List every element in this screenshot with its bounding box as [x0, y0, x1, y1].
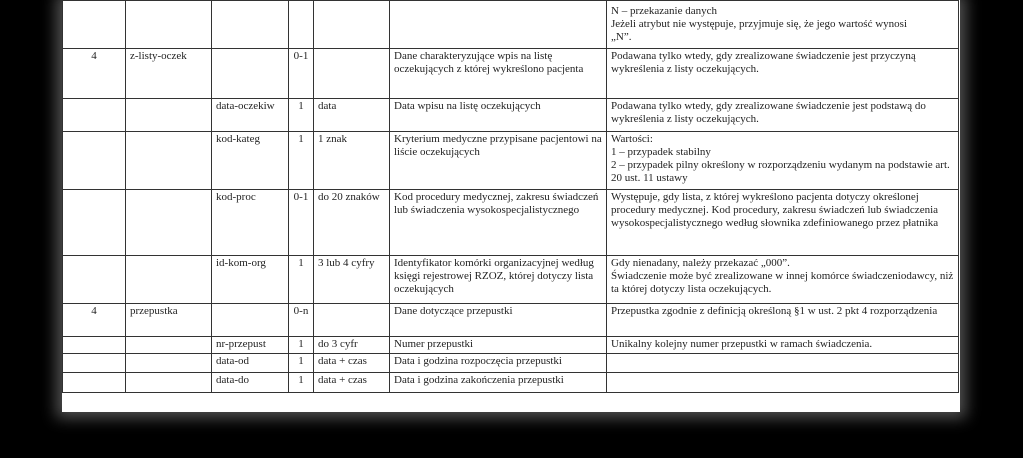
- table-row: [63, 1, 959, 49]
- cardinality-cell: 0-1: [289, 49, 314, 99]
- type-cell: do 3 cyfr: [314, 337, 390, 354]
- description-cell: Data i godzina rozpoczęcia przepustki: [390, 354, 607, 373]
- attribute-cell: z-listy-oczek: [126, 49, 212, 99]
- type-cell: do 20 znaków: [314, 190, 390, 256]
- table-row: [63, 132, 959, 190]
- attribute-cell: [126, 373, 212, 393]
- description-cell: Kod procedury medycznej, zakresu świadczeń lub świadczenia wysokospecjalistycznego: [390, 190, 607, 256]
- cardinality-cell: 1: [289, 99, 314, 132]
- cardinality-cell: 1: [289, 337, 314, 354]
- note-cell: Występuje, gdy lista, z której wykreślono pacjenta dotyczy określonej procedury medycznej. Kod procedury, zakresu świadczeń lub świadczenia wysokospecjalistycznego według słownika zdefiniowanego przez płatnika: [607, 190, 959, 256]
- note-cell: Podawana tylko wtedy, gdy zrealizowane świadczenie jest przyczyną wykreślenia z listy oczekujących.: [607, 49, 959, 99]
- description-cell: Dane dotyczące przepustki: [390, 304, 607, 337]
- level-cell: [63, 190, 126, 256]
- attribute-cell: przepustka: [126, 304, 212, 337]
- level-cell: [63, 337, 126, 354]
- description-cell: Data wpisu na listę oczekujących: [390, 99, 607, 132]
- type-cell: [314, 304, 390, 337]
- table-row: [63, 256, 959, 304]
- level-cell: [63, 354, 126, 373]
- note-cell: Wartości: 1 – przypadek stabilny 2 – przypadek pilny określony w rozporządzeniu wydanym na podstawie art. 20 ust. 11 ustawy: [607, 132, 959, 190]
- note-cell: Podawana tylko wtedy, gdy zrealizowane świadczenie jest podstawą do wykreślenia z listy oczekujących.: [607, 99, 959, 132]
- description-cell: Identyfikator komórki organizacyjnej według księgi rejestrowej RZOZ, której dotyczy lista oczekujących: [390, 256, 607, 304]
- attribute-cell: [126, 132, 212, 190]
- type-cell: 1 znak: [314, 132, 390, 190]
- table-row: [63, 337, 959, 354]
- level-cell: [63, 99, 126, 132]
- document-page: [62, 0, 960, 412]
- table-row: [63, 354, 959, 373]
- subattribute-cell: data-oczekiw: [212, 99, 289, 132]
- type-cell: data + czas: [314, 373, 390, 393]
- cardinality-cell: 1: [289, 354, 314, 373]
- subattribute-cell: [212, 304, 289, 337]
- level-cell: [63, 256, 126, 304]
- subattribute-cell: data-od: [212, 354, 289, 373]
- note-cell: [607, 373, 959, 393]
- subattribute-cell: kod-kateg: [212, 132, 289, 190]
- cardinality-cell: 1: [289, 373, 314, 393]
- note-cell: Przepustka zgodnie z definicją określoną §1 w ust. 2 pkt 4 rozporządzenia: [607, 304, 959, 337]
- note-cell: Gdy nienadany, należy przekazać „000”. Świadczenie może być zrealizowane w innej komórce świadczeniodawcy, niż ta której dotyczy lista oczekujących.: [607, 256, 959, 304]
- note-cell: Unikalny kolejny numer przepustki w ramach świadczenia.: [607, 337, 959, 354]
- description-cell: Data i godzina zakończenia przepustki: [390, 373, 607, 393]
- subattribute-cell: nr-przepust: [212, 337, 289, 354]
- cardinality-cell: 0-n: [289, 304, 314, 337]
- attribute-cell: [126, 354, 212, 373]
- type-cell: data + czas: [314, 354, 390, 373]
- type-cell: [314, 49, 390, 99]
- table-row: [63, 99, 959, 132]
- table-row: [63, 373, 959, 393]
- subattribute-cell: data-do: [212, 373, 289, 393]
- type-cell: data: [314, 99, 390, 132]
- table-row: [63, 304, 959, 337]
- level-cell: [63, 373, 126, 393]
- note-cell: [607, 354, 959, 373]
- cardinality-cell: 1: [289, 132, 314, 190]
- table-row: [63, 49, 959, 99]
- cardinality-cell: 1: [289, 256, 314, 304]
- note-cell: N – przekazanie danych Jeżeli atrybut nie występuje, przyjmuje się, że jego wartość wynosi „N”.: [607, 1, 959, 49]
- level-cell: [63, 132, 126, 190]
- type-cell: 3 lub 4 cyfry: [314, 256, 390, 304]
- subattribute-cell: id-kom-org: [212, 256, 289, 304]
- description-cell: Numer przepustki: [390, 337, 607, 354]
- description-cell: Dane charakteryzujące wpis na listę oczekujących z której wykreślono pacjenta: [390, 49, 607, 99]
- description-cell: Kryterium medyczne przypisane pacjentowi na liście oczekujących: [390, 132, 607, 190]
- attribute-cell: [126, 256, 212, 304]
- table-row: [63, 190, 959, 256]
- level-cell: 4: [63, 304, 126, 337]
- attribute-cell: [126, 190, 212, 256]
- attribute-cell: [126, 99, 212, 132]
- attribute-table: [62, 0, 959, 393]
- cardinality-cell: 0-1: [289, 190, 314, 256]
- level-cell: 4: [63, 49, 126, 99]
- subattribute-cell: [212, 49, 289, 99]
- attribute-cell: [126, 337, 212, 354]
- subattribute-cell: kod-proc: [212, 190, 289, 256]
